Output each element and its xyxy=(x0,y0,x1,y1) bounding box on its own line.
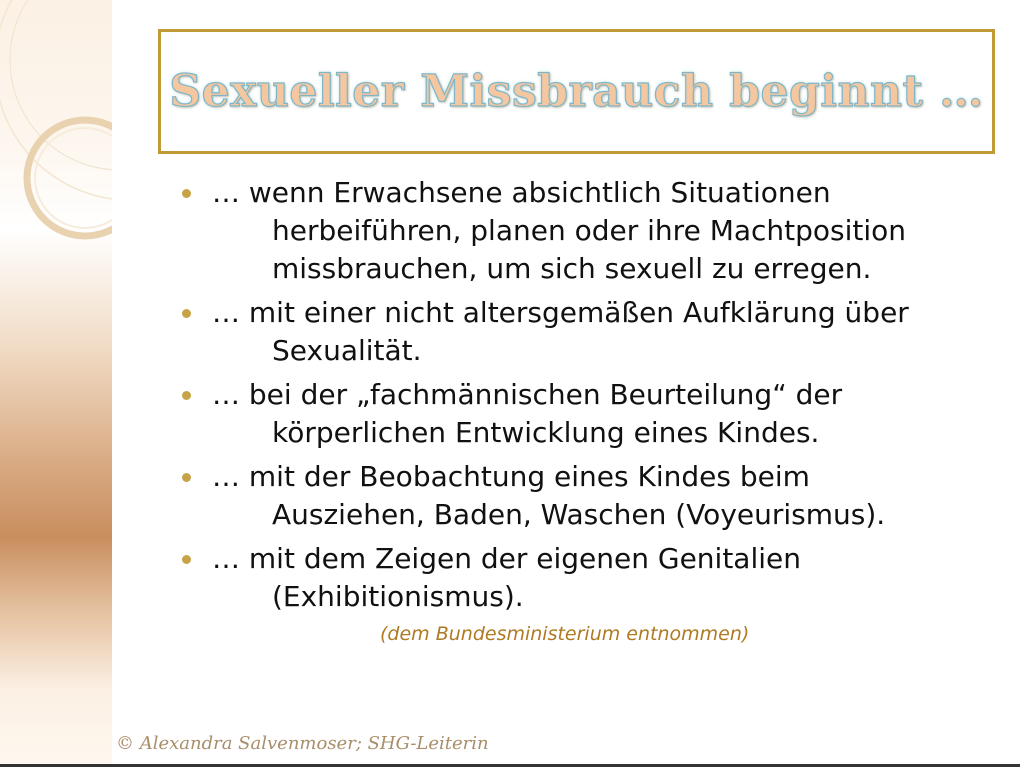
bullet-line: … mit einer nicht altersgemäßen Aufklärung über xyxy=(212,296,909,329)
bullet-item xyxy=(178,376,1008,452)
bullet-dot-icon xyxy=(182,391,191,400)
bullet-line: Ausziehen, Baden, Waschen (Voyeurismus). xyxy=(272,498,886,531)
bullet-dot-icon xyxy=(182,555,191,564)
bullet-line: Sexualität. xyxy=(272,334,422,367)
bullet-list xyxy=(178,174,1008,622)
source-note: (dem Bundesministerium entnommen) xyxy=(380,623,750,645)
bullet-item xyxy=(178,458,1008,534)
copyright-footer: © Alexandra Salvenmoser; SHG-Leiterin xyxy=(116,733,489,754)
bullet-item xyxy=(178,294,1008,370)
bullet-dot-icon xyxy=(182,309,191,318)
decorative-circles-icon xyxy=(0,0,112,767)
slide-title: Sexueller Missbrauch beginnt … xyxy=(169,66,984,117)
bullet-line: körperlichen Entwicklung eines Kindes. xyxy=(272,416,820,449)
bullet-dot-icon xyxy=(182,473,191,482)
bullet-line: … mit dem Zeigen der eigenen Genitalien xyxy=(212,542,801,575)
bullet-line: (Exhibitionismus). xyxy=(272,580,524,613)
decorative-sidebar xyxy=(0,0,112,767)
bullet-line: herbeiführen, planen oder ihre Machtposition xyxy=(272,214,907,247)
bullet-item xyxy=(178,540,1008,616)
title-frame xyxy=(158,29,995,154)
bullet-line: … mit der Beobachtung eines Kindes beim xyxy=(212,460,810,493)
bullet-line: missbrauchen, um sich sexuell zu erregen. xyxy=(272,252,872,285)
bullet-line: … bei der „fachmännischen Beurteilung“ der xyxy=(212,378,843,411)
bullet-line: … wenn Erwachsene absichtlich Situationen xyxy=(212,176,831,209)
bullet-dot-icon xyxy=(182,189,191,198)
bullet-item xyxy=(178,174,1008,288)
